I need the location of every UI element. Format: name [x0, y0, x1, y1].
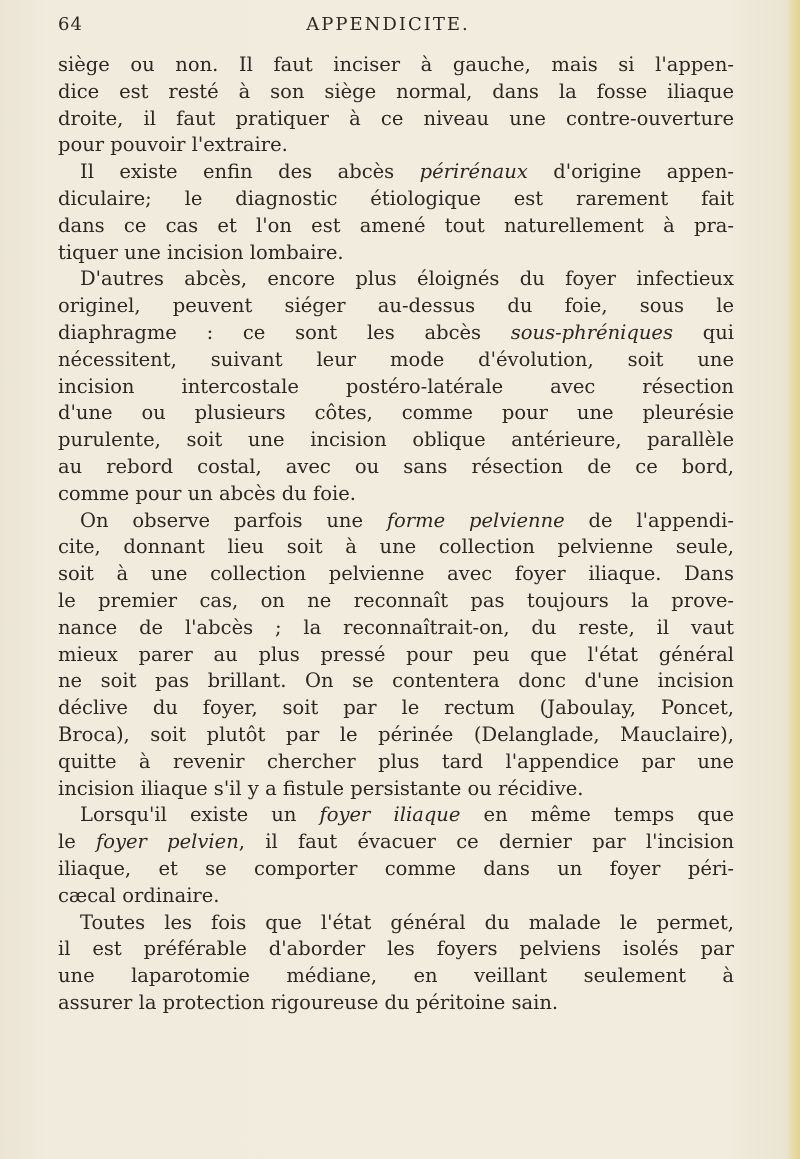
text-line — [58, 508, 734, 535]
text-line — [58, 856, 734, 883]
text-line — [58, 910, 734, 937]
text-run: d'origine appen- — [527, 160, 734, 184]
text-line — [58, 454, 734, 481]
text-run: diaphragme : ce sont les abcès — [58, 320, 511, 344]
text-run: originel, peuvent siéger au-dessus du foie, sous le — [58, 294, 734, 318]
text-run: qui — [672, 320, 734, 344]
text-run: une laparotomie médiane, en veillant seulement à — [58, 964, 734, 988]
italic-term: foyer pelvien — [96, 830, 239, 854]
text-line — [58, 427, 734, 454]
text-run: il est préférable d'aborder les foyers pelviens isolés par — [58, 937, 734, 961]
text-line — [58, 320, 734, 347]
paragraph — [58, 910, 734, 1017]
text-line — [58, 936, 734, 963]
text-run: Il existe enfin des abcès — [80, 160, 420, 184]
text-line — [58, 52, 734, 79]
text-run: le — [58, 830, 97, 854]
text-run: mieux parer au plus pressé pour peu que l'état général — [58, 642, 734, 666]
text-line — [58, 776, 734, 803]
text-run: ne soit pas brillant. On se contentera donc d'une incision — [58, 669, 734, 693]
text-run: purulente, soit une incision oblique antérieure, parallèle — [58, 428, 734, 452]
text-line — [58, 240, 734, 267]
text-run: incision iliaque s'il y a fistule persistante ou récidive. — [58, 776, 584, 800]
italic-term: sous-phréniques — [510, 320, 673, 344]
text-run: nance de l'abcès ; la reconnaîtrait-on, du reste, il vaut — [58, 615, 734, 639]
text-line — [58, 266, 734, 293]
page-header — [58, 8, 718, 38]
text-line — [58, 829, 734, 856]
text-run: Lorsqu'il existe un — [80, 803, 320, 827]
text-line — [58, 749, 734, 776]
text-run: Broca), soit plutôt par le périnée (Delanglade, Mauclaire), — [58, 722, 734, 746]
text-run: Toutes les fois que l'état général du malade le permet, — [80, 910, 734, 934]
text-run: On observe parfois une — [80, 508, 387, 532]
text-run: cæcal ordinaire. — [58, 883, 220, 907]
text-line — [58, 159, 734, 186]
italic-term: forme pelvienne — [386, 508, 565, 532]
text-run: pour pouvoir l'extraire. — [58, 133, 288, 157]
text-run: d'une ou plusieurs côtes, comme pour une pleurésie — [58, 401, 734, 425]
text-run: soit à une collection pelvienne avec foyer iliaque. Dans — [58, 562, 734, 586]
text-run: le premier cas, on ne reconnaît pas toujours la prove- — [58, 588, 734, 612]
text-line — [58, 588, 734, 615]
text-line — [58, 186, 734, 213]
paragraph — [58, 508, 734, 803]
italic-term: périrénaux — [419, 160, 528, 184]
text-line — [58, 400, 734, 427]
text-run: D'autres abcès, encore plus éloignés du foyer infectieux — [80, 267, 734, 291]
italic-term: foyer iliaque — [319, 803, 461, 827]
text-line — [58, 963, 734, 990]
text-line — [58, 132, 734, 159]
page-number: 64 — [58, 14, 83, 35]
text-run: dice est resté à son siège normal, dans la fosse iliaque — [58, 79, 734, 103]
text-run: cite, donnant lieu soit à une collection pelvienne seule, — [58, 535, 734, 559]
text-run: comme pour un abcès du foie. — [58, 481, 356, 505]
text-run: diculaire; le diagnostic étiologique est rarement fait — [58, 186, 734, 210]
running-title: APPENDICITE. — [306, 14, 470, 35]
text-line — [58, 481, 734, 508]
text-run: droite, il faut pratiquer à ce niveau une contre-ouverture — [58, 106, 734, 130]
text-run: de l'appendi- — [564, 508, 734, 532]
text-run: iliaque, et se comporter comme dans un foyer péri- — [58, 856, 734, 880]
text-line — [58, 347, 734, 374]
text-line — [58, 668, 734, 695]
text-run: nécessitent, suivant leur mode d'évolution, soit une — [58, 347, 734, 371]
text-line — [58, 374, 734, 401]
text-run: tiquer une incision lombaire. — [58, 240, 344, 264]
text-line — [58, 615, 734, 642]
text-run: siège ou non. Il faut inciser à gauche, mais si l'appen- — [58, 53, 734, 76]
text-line — [58, 722, 734, 749]
page-edge-stain — [786, 0, 800, 1159]
text-line — [58, 213, 734, 240]
paragraph — [58, 266, 734, 507]
text-line — [58, 106, 734, 133]
paragraph — [58, 802, 734, 909]
body-text — [58, 52, 734, 1017]
paragraph — [58, 159, 734, 266]
paragraph — [58, 52, 734, 159]
text-run: assurer la protection rigoureuse du péritoine sain. — [58, 990, 559, 1014]
text-run: dans ce cas et l'on est amené tout naturellement à pra- — [58, 213, 734, 237]
text-line — [58, 79, 734, 106]
text-line — [58, 883, 734, 910]
text-run: déclive du foyer, soit par le rectum (Jaboulay, Poncet, — [58, 696, 734, 720]
text-line — [58, 534, 734, 561]
text-run: incision intercostale postéro-latérale avec résection — [58, 374, 734, 398]
text-run: quitte à revenir chercher plus tard l'appendice par une — [58, 749, 734, 773]
text-line — [58, 561, 734, 588]
text-run: , il faut évacuer ce dernier par l'incision — [238, 830, 734, 854]
text-line — [58, 642, 734, 669]
text-line — [58, 990, 734, 1017]
text-run: au rebord costal, avec ou sans résection de ce bord, — [58, 454, 734, 478]
text-line — [58, 695, 734, 722]
text-line — [58, 802, 734, 829]
text-run: en même temps que — [460, 803, 734, 827]
text-line — [58, 293, 734, 320]
